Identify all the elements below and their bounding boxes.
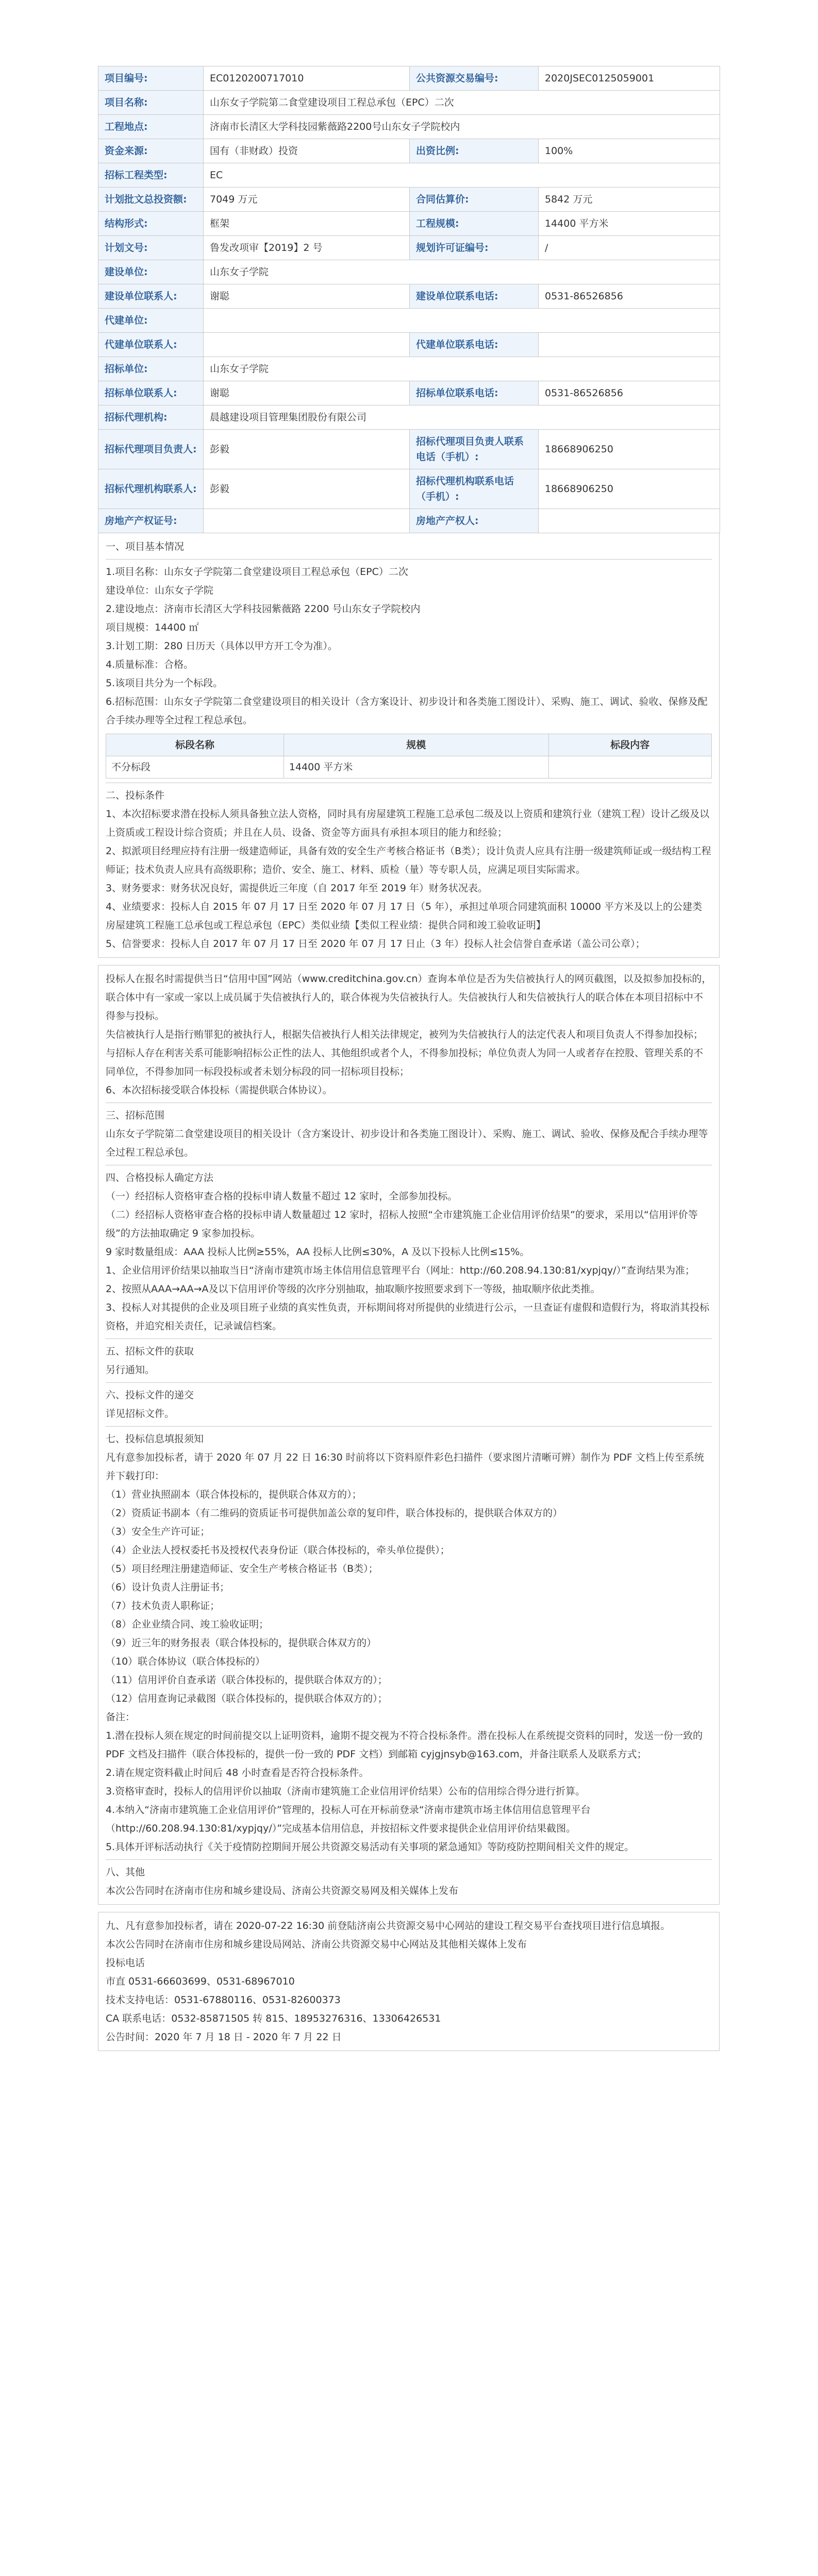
info-label: 代建单位联系电话: <box>410 333 539 357</box>
info-value: 济南市长清区大学科技园紫薇路2200号山东女子学院校内 <box>204 115 720 139</box>
paragraph: （2）资质证书副本（有二维码的资质证书可提供加盖公章的复印件，联合体投标的，提供联合体双方的） <box>106 1507 563 1519</box>
info-row <box>98 357 720 381</box>
info-label: 招标代理项目负责人: <box>98 430 204 469</box>
info-label: 资金来源: <box>98 139 204 163</box>
paragraph: 详见招标文件。 <box>106 1408 175 1419</box>
paragraph: 1.潜在投标人须在规定的时间前提交以上证明资料，逾期不提交视为不符合投标条件。潜在投标人在系统提交资料的同时，发送一份一致的 PDF 文档及扫描件（联合体投标的，提供一份一致的 PDF 文档）到邮箱 cyjgjnsyb@163.com，并备注联系人及联系方式； <box>106 1730 703 1760</box>
paragraph: 3.计划工期：280 日历天（具体以甲方开工令为准）。 <box>106 640 338 652</box>
paragraph: 市直 0531-66603699、0531-68967010 <box>106 1976 295 1987</box>
info-value: 7049 万元 <box>204 188 410 212</box>
section-title: 五、招标文件的获取 <box>106 1346 194 1357</box>
info-label: 结构形式: <box>98 212 204 236</box>
info-label: 项目名称: <box>98 91 204 115</box>
paragraph: 5.该项目共分为一个标段。 <box>106 677 223 689</box>
paragraph: （8）企业业绩合同、竣工验收证明； <box>106 1619 269 1630</box>
info-label: 招标单位联系人: <box>98 381 204 405</box>
info-label: 招标单位联系电话: <box>410 381 539 405</box>
section-title: 四、合格投标人确定方法 <box>106 1172 214 1183</box>
info-value <box>204 309 720 333</box>
info-value: 2020JSEC0125059001 <box>539 66 720 91</box>
paragraph: 技术支持电话：0531-67880116、0531-82600373 <box>106 1994 341 2006</box>
info-label: 建设单位联系电话: <box>410 284 539 309</box>
bid-header: 标段名称 <box>106 734 284 756</box>
info-row <box>98 66 720 91</box>
bid-section-table <box>106 734 712 778</box>
paragraph: 6、本次招标接受联合体投标（需提供联合体协议）。 <box>106 1084 332 1096</box>
info-label: 招标代理项目负责人联系电话（手机）: <box>410 430 539 469</box>
info-row <box>98 115 720 139</box>
info-label: 招标代理机构: <box>98 405 204 430</box>
info-row <box>98 469 720 509</box>
section-registration <box>98 1912 720 2051</box>
section-title: 六、投标文件的递交 <box>106 1389 194 1401</box>
info-value: 山东女子学院第二食堂建设项目工程总承包（EPC）二次 <box>204 91 720 115</box>
bid-cell: 14400 平方米 <box>283 756 548 778</box>
paragraph: 2.建设地点：济南市长清区大学科技园紫薇路 2200 号山东女子学院校内 <box>106 603 421 615</box>
info-value: 晨越建设项目管理集团股份有限公司 <box>204 405 720 430</box>
section-bid-conditions-cont <box>98 965 720 1905</box>
section-title: 一、项目基本情况 <box>106 541 185 552</box>
info-row <box>98 188 720 212</box>
info-value: 谢聪 <box>204 381 410 405</box>
info-value: 鲁发改项审【2019】2 号 <box>204 236 410 260</box>
info-row <box>98 405 720 430</box>
paragraph: （3）安全生产许可证； <box>106 1526 210 1537</box>
info-value: 0531-86526856 <box>539 381 720 405</box>
info-row <box>98 163 720 188</box>
info-row <box>98 509 720 533</box>
paragraph: 4.本纳入“济南市建筑施工企业信用评价”管理的，投标人可在开标前登录“济南市建筑市场主体信用信息管理平台（http://60.208.94.130:81/xypjqy/）”完成基本信用信息，并按招标文件要求提供企业信用评价结果截图。 <box>106 1804 591 1834</box>
bid-cell <box>548 756 711 778</box>
bid-cell: 不分标段 <box>106 756 284 778</box>
paragraph: （11）信用评价自查承诺（联合体投标的，提供联合体双方的）； <box>106 1674 388 1686</box>
info-value: / <box>539 236 720 260</box>
info-label: 项目编号: <box>98 66 204 91</box>
info-row <box>98 381 720 405</box>
paragraph: 备注： <box>106 1711 136 1723</box>
info-label: 招标代理机构联系人: <box>98 469 204 509</box>
paragraph: 3.资格审查时，投标人的信用评价以抽取（济南市建筑施工企业信用评价结果）公布的信用综合得分进行折算。 <box>106 1786 586 1797</box>
paragraph: 6.招标范围：山东女子学院第二食堂建设项目的相关设计（含方案设计、初步设计和各类施工图设计）、采购、施工、调试、验收、保修及配合手续办理等全过程工程总承包。 <box>106 696 708 726</box>
info-value: EC <box>204 163 720 188</box>
paragraph: 建设单位：山东女子学院 <box>106 585 214 596</box>
info-value: 谢聪 <box>204 284 410 309</box>
info-label: 建设单位联系人: <box>98 284 204 309</box>
paragraph: （1）营业执照副本（联合体投标的，提供联合体双方的）； <box>106 1489 362 1500</box>
paragraph: CA 联系电话：0532-85871505 转 815、18953276316、13306426531 <box>106 2013 441 2024</box>
bid-header: 标段内容 <box>548 734 711 756</box>
paragraph: 1.项目名称：山东女子学院第二食堂建设项目工程总承包（EPC）二次 <box>106 566 408 578</box>
paragraph: 4.质量标准：合格。 <box>106 659 194 670</box>
paragraph: 5.具体开评标活动执行《关于疫情防控期间开展公共资源交易活动有关事项的紧急通知》等防疫防控期间相关文件的规定。 <box>106 1841 635 1853</box>
info-value <box>539 509 720 533</box>
paragraph: 2、拟派项目经理应持有注册一级建造师证，具备有效的安全生产考核合格证书（B类）；设计负责人应具有注册一级建筑师证或一级结构工程师证；技术负责人应具有高级职称；造价、安全、施工、材料、质检（量）等专职人员，应满足项目实际需求。 <box>106 845 711 875</box>
table-row <box>106 756 712 778</box>
paragraph: （二）经招标人资格审查合格的投标申请人数量超过 12 家时，招标人按照“全市建筑施工企业信用评价结果”的要求，采用以“信用评价等级”的方法抽取确定 9 家参加投标。 <box>106 1209 698 1239</box>
info-label: 计划批文总投资额: <box>98 188 204 212</box>
info-label: 公共资源交易编号: <box>410 66 539 91</box>
paragraph: （5）项目经理注册建造师证、安全生产考核合格证书（B类）； <box>106 1563 378 1574</box>
paragraph: 本次公告同时在济南市住房和城乡建设局网站、济南公共资源交易中心网站及其他相关媒体上发布 <box>106 1939 527 1950</box>
info-value: 山东女子学院 <box>204 260 720 284</box>
paragraph: 5、信誉要求：投标人自 2017 年 07 月 17 日至 2020 年 07 月 17 日止（3 年）投标人社会信誉自查承诺（盖公司公章）； <box>106 938 645 950</box>
info-value: 0531-86526856 <box>539 284 720 309</box>
paragraph: 凡有意参加投标者，请于 2020 年 07 月 22 日 16:30 时前将以下资料原件彩色扫描件（要求图片清晰可辨）制作为 PDF 文档上传至系统并下载打印： <box>106 1452 704 1482</box>
section-basic-info <box>98 533 720 958</box>
paragraph: 1、本次招标要求潜在投标人须具备独立法人资格，同时具有房屋建筑工程施工总承包二级及以上资质和建筑行业（建筑工程）设计乙级及以上资质或工程设计综合资质；并且在人员、设备、资金等方面具有承担本项目的能力和经验； <box>106 808 710 838</box>
info-value <box>204 333 410 357</box>
info-value: 18668906250 <box>539 430 720 469</box>
section-title: 七、投标信息填报须知 <box>106 1433 204 1445</box>
paragraph: （10）联合体协议（联合体投标的） <box>106 1656 265 1667</box>
paragraph: 项目规模：14400 ㎡ <box>106 622 199 633</box>
paragraph: 9 家时数量组成：AAA 投标人比例≥55%，AA 投标人比例≤30%，A 及以下投标人比例≤15%。 <box>106 1246 530 1258</box>
paragraph: 2.请在规定资料截止时间后 48 小时查看是否符合投标条件。 <box>106 1767 369 1778</box>
info-value: 100% <box>539 139 720 163</box>
info-label: 计划文号: <box>98 236 204 260</box>
info-row <box>98 430 720 469</box>
info-label: 招标工程类型: <box>98 163 204 188</box>
info-label: 代建单位: <box>98 309 204 333</box>
info-row <box>98 260 720 284</box>
paragraph: 失信被执行人是指行贿罪犯的被执行人，根据失信被执行人相关法律规定，被列为失信被执行人的法定代表人和项目负责人不得参加投标；与招标人存在利害关系可能影响招标公正性的法人、其他组织或者个人，不得参加投标；单位负责人为同一人或者存在控股、管理关系的不同单位，不得参加同一标段投标或者未划分标段的同一招标项目投标； <box>106 1029 704 1077</box>
info-value: 彭毅 <box>204 430 410 469</box>
paragraph: （7）技术负责人职称证； <box>106 1600 220 1612</box>
paragraph: 投标人在报名时需提供当日“信用中国”网站（www.creditchina.gov.cn）查询本单位是否为失信被执行人的网页截图，以及拟参加投标的，联合体中有一家或一家以上成员属于失信被执行人的，联合体视为失信被执行人。失信被执行人和失信被执行人的联合体在本项目招标中不得参与投标。 <box>106 973 712 1022</box>
info-value <box>204 509 410 533</box>
paragraph: 本次公告同时在济南市住房和城乡建设局、济南公共资源交易网及相关媒体上发布 <box>106 1885 459 1896</box>
paragraph: 九、凡有意参加投标者，请在 2020-07-22 16:30 前登陆济南公共资源交易中心网站的建设工程交易平台查找项目进行信息填报。 <box>106 1920 671 1931</box>
paragraph: 另行通知。 <box>106 1364 155 1376</box>
info-row <box>98 333 720 357</box>
info-value: 14400 平方米 <box>539 212 720 236</box>
info-row <box>98 236 720 260</box>
info-label: 建设单位: <box>98 260 204 284</box>
info-label: 出资比例: <box>410 139 539 163</box>
info-value: 18668906250 <box>539 469 720 509</box>
section-title: 二、投标条件 <box>106 790 165 801</box>
info-value: 彭毅 <box>204 469 410 509</box>
paragraph: 4、业绩要求：投标人自 2015 年 07 月 17 日至 2020 年 07 月 17 日（5 年），承担过单项合同建筑面积 10000 平方米及以上的公建类房屋建筑工程施工总承包或工程总承包（EPC）类似业绩【类似工程业绩：提供合同和竣工验收证明】 <box>106 901 703 931</box>
info-label: 招标代理机构联系电话（手机）: <box>410 469 539 509</box>
info-label: 房地产产权证号: <box>98 509 204 533</box>
paragraph: 1、企业信用评价结果以抽取当日“济南市建筑市场主体信用信息管理平台（网址：http://60.208.94.130:81/xypjqy/）”查询结果为准； <box>106 1265 695 1276</box>
paragraph: 2、按照从AAA→AA→A及以下信用评价等级的次序分别抽取，抽取顺序按照要求到下一等级，抽取顺序依此类推。 <box>106 1283 600 1295</box>
info-row <box>98 212 720 236</box>
section-title: 三、招标范围 <box>106 1110 165 1121</box>
info-label: 房地产产权人: <box>410 509 539 533</box>
info-value <box>539 333 720 357</box>
info-row <box>98 91 720 115</box>
bid-header: 规模 <box>283 734 548 756</box>
section-title: 八、其他 <box>106 1867 145 1878</box>
paragraph: 山东女子学院第二食堂建设项目的相关设计（含方案设计、初步设计和各类施工图设计）、采购、施工、调试、验收、保修及配合手续办理等全过程工程总承包。 <box>106 1128 708 1158</box>
paragraph: 3、投标人对其提供的企业及项目班子业绩的真实性负责，开标期间将对所提供的业绩进行公示，一旦查证有虚假和造假行为，将取消其投标资格，并追究相关责任，记录诚信档案。 <box>106 1302 710 1332</box>
info-label: 合同估算价: <box>410 188 539 212</box>
info-value: 国有（非财政）投资 <box>204 139 410 163</box>
info-value: 山东女子学院 <box>204 357 720 381</box>
info-row <box>98 309 720 333</box>
info-row <box>98 284 720 309</box>
paragraph: （9）近三年的财务报表（联合体投标的，提供联合体双方的） <box>106 1637 377 1649</box>
info-value: 5842 万元 <box>539 188 720 212</box>
info-value: EC0120200717010 <box>204 66 410 91</box>
info-row <box>98 139 720 163</box>
info-label: 招标单位: <box>98 357 204 381</box>
info-label: 工程地点: <box>98 115 204 139</box>
info-label: 规划许可证编号: <box>410 236 539 260</box>
paragraph: （4）企业法人授权委托书及授权代表身份证（联合体投标的，牵头单位提供）； <box>106 1545 450 1556</box>
paragraph: （6）设计负责人注册证书； <box>106 1582 230 1593</box>
paragraph: （12）信用查询记录截图（联合体投标的，提供联合体双方的）； <box>106 1693 388 1704</box>
info-label: 工程规模: <box>410 212 539 236</box>
paragraph: （一）经招标人资格审查合格的投标申请人数量不超过 12 家时，全部参加投标。 <box>106 1191 458 1202</box>
paragraph: 3、财务要求：财务状况良好，需提供近三年度（自 2017 年至 2019 年）财务状况表。 <box>106 883 488 894</box>
announcement-page <box>98 66 720 2051</box>
project-info-table <box>98 66 720 533</box>
info-label: 代建单位联系人: <box>98 333 204 357</box>
paragraph: 公告时间：2020 年 7 月 18 日 - 2020 年 7 月 22 日 <box>106 2031 342 2043</box>
info-value: 框架 <box>204 212 410 236</box>
paragraph: 投标电话 <box>106 1957 145 1969</box>
